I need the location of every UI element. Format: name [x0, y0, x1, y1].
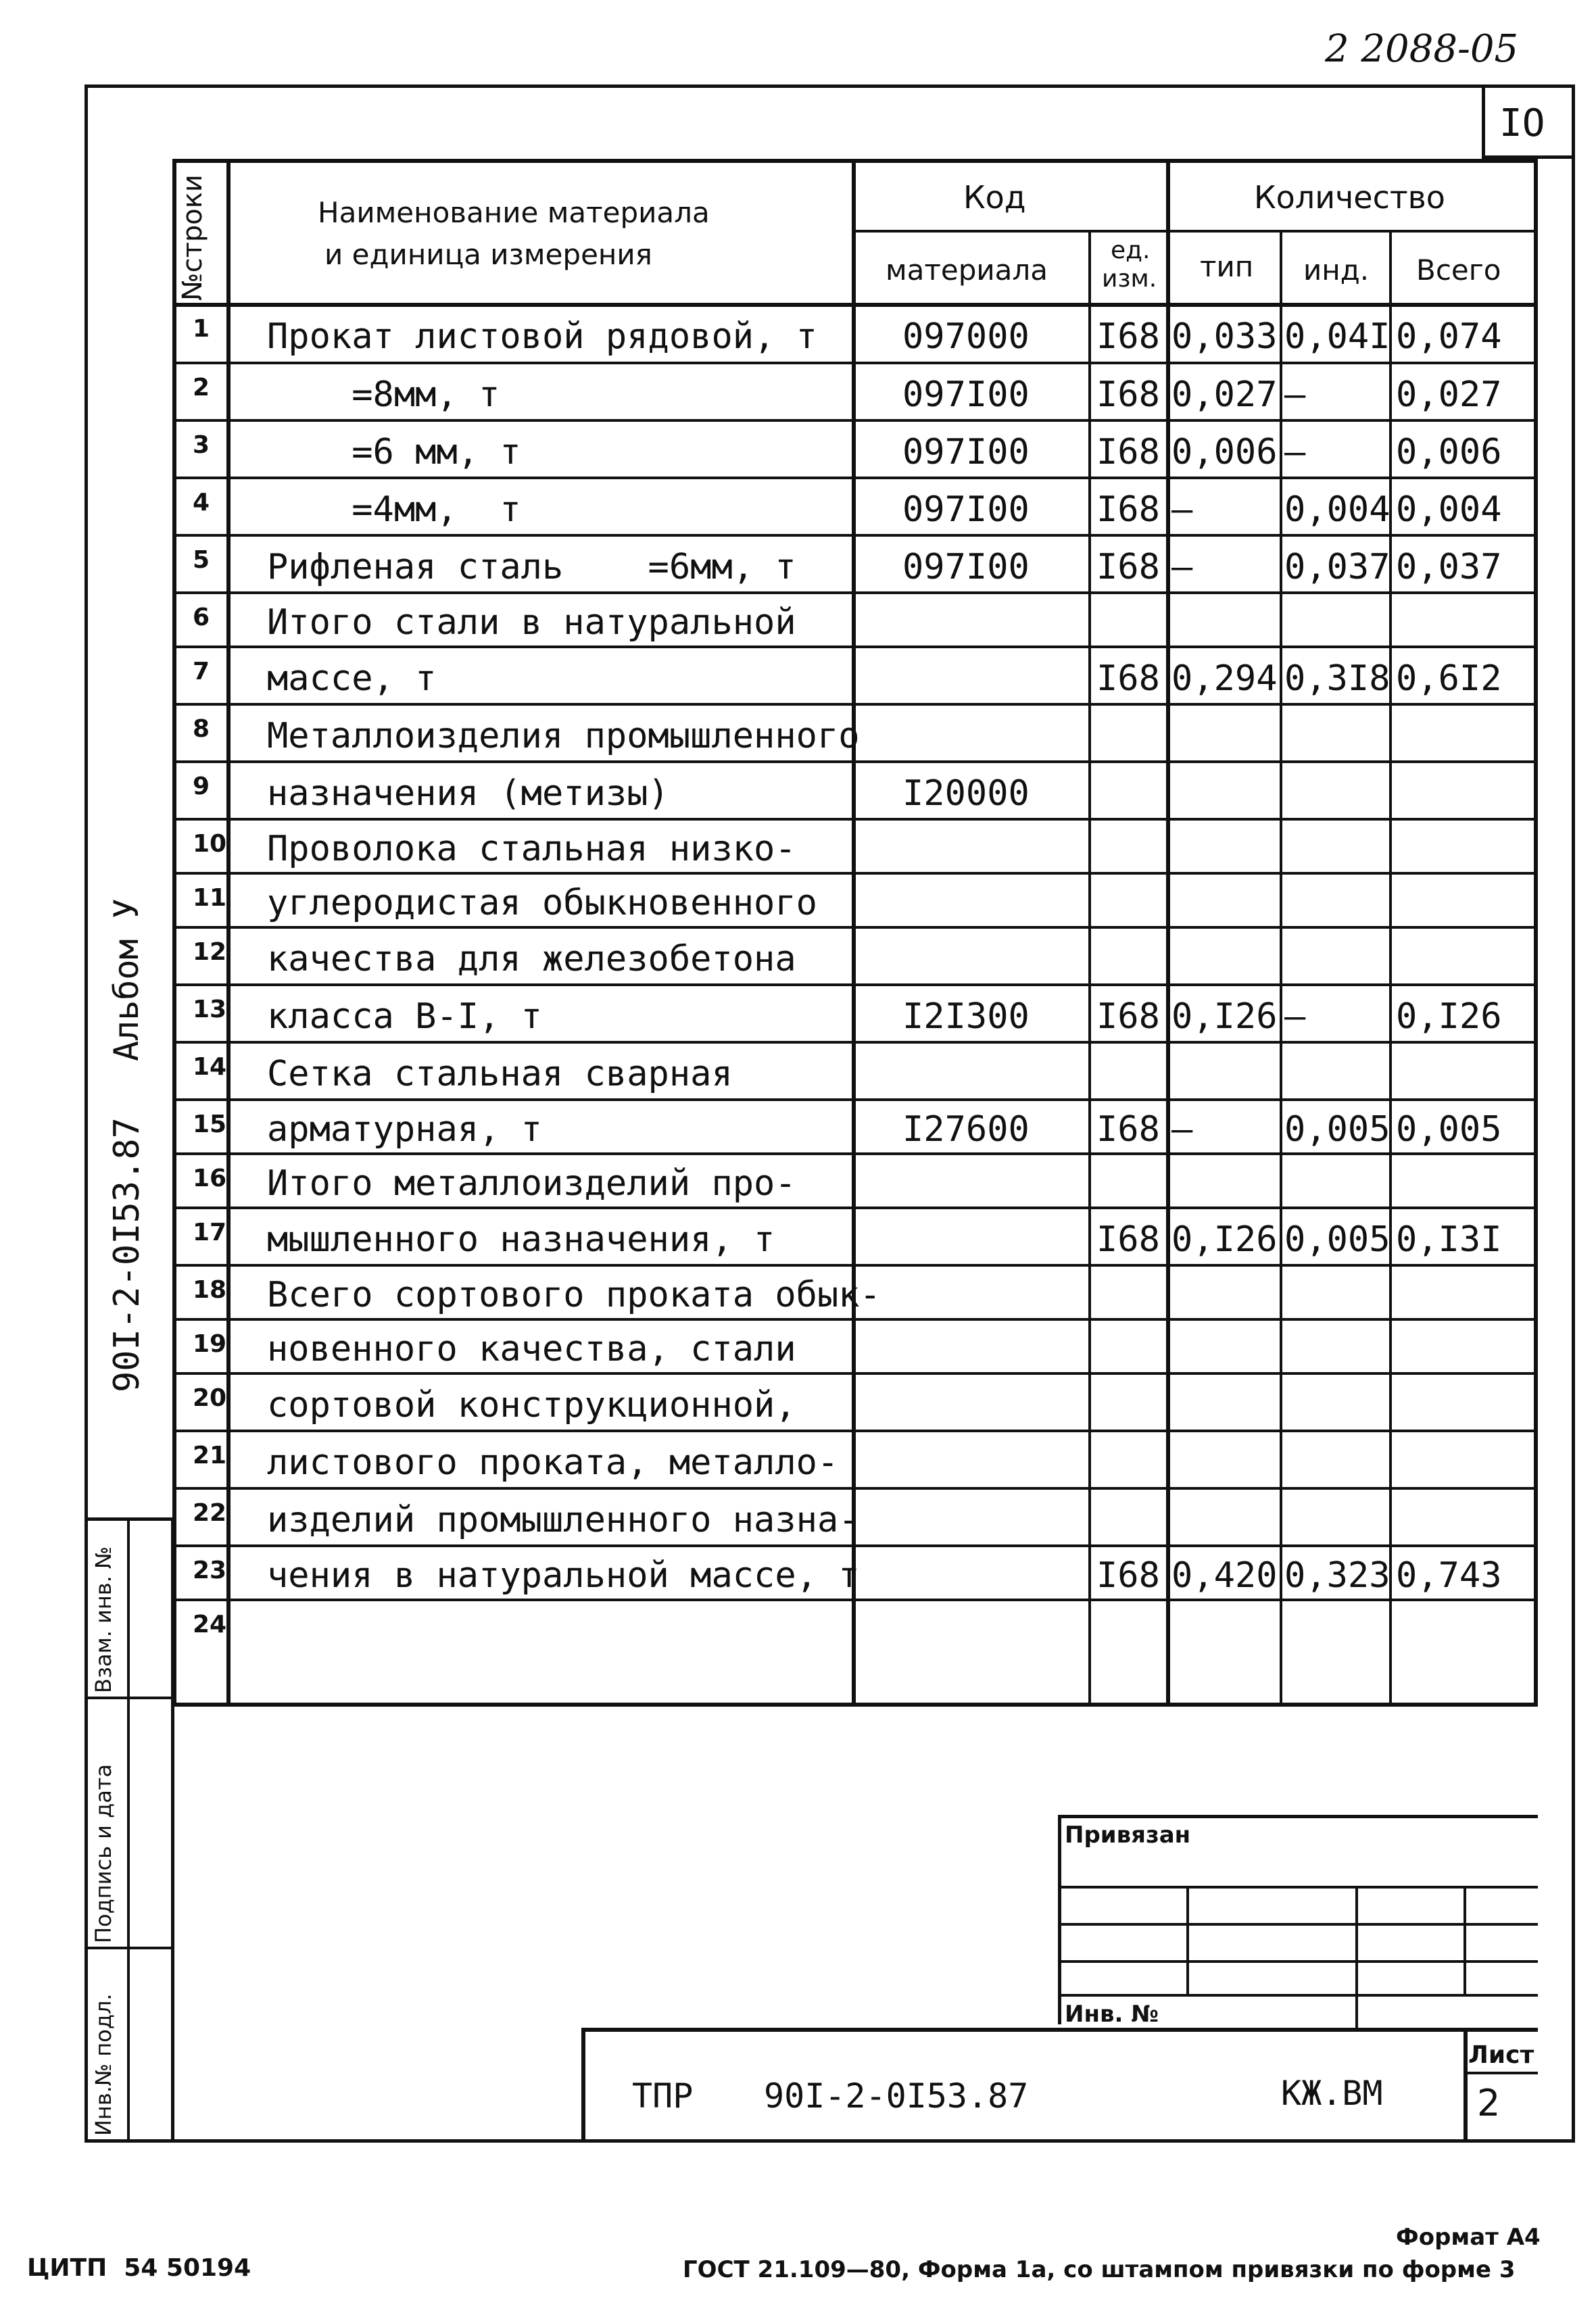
title-block [581, 2028, 1538, 2143]
material-code: I27600 [902, 1109, 1030, 1150]
quantity-ind: – [1284, 996, 1306, 1037]
quantity-total: 0,074 [1396, 316, 1502, 357]
material-name: мышленного назначения, т [267, 1219, 775, 1260]
row-number: 5 [193, 546, 210, 574]
material-code: I20000 [902, 773, 1030, 814]
unit-code: I68 [1096, 432, 1160, 472]
row-number: 2 [193, 374, 210, 401]
unit-code: I68 [1096, 489, 1160, 530]
row-number: 22 [193, 1499, 227, 1527]
header-name-line2: и единица измерения [324, 238, 652, 271]
quantity-ind: 0,005 [1284, 1219, 1391, 1260]
footer-format: Формат А4 [1396, 2224, 1541, 2251]
row-number: 1 [193, 315, 210, 343]
material-code: I2I300 [902, 996, 1030, 1037]
quantity-type: – [1171, 1109, 1193, 1150]
material-name: новенного качества, стали [267, 1329, 796, 1369]
row-number: 6 [193, 604, 210, 631]
material-name: =4мм, т [267, 489, 521, 530]
row-number: 11 [193, 884, 227, 912]
material-name: Металлоизделия промышленного [267, 716, 860, 756]
quantity-total: 0,743 [1396, 1555, 1502, 1596]
podpis-data-label: Подпись и дата [91, 1763, 116, 1943]
quantity-type: 0,420 [1171, 1555, 1278, 1596]
quantity-type: 0,027 [1171, 374, 1278, 415]
title-tpr: ТПР [632, 2076, 694, 2116]
material-code: 097I00 [902, 489, 1030, 530]
row-number: 21 [193, 1442, 227, 1469]
material-name: Всего сортового проката обык- [267, 1275, 881, 1315]
material-name: листового проката, металло- [267, 1442, 839, 1483]
quantity-ind: 0,005 [1284, 1109, 1391, 1150]
quantity-type: 0,294 [1171, 658, 1278, 699]
material-name: Прокат листовой рядовой, т [267, 316, 817, 357]
row-number: 3 [193, 431, 210, 459]
row-number: 17 [193, 1219, 227, 1246]
quantity-type: 0,006 [1171, 432, 1278, 472]
material-name: качества для железобетона [267, 939, 796, 979]
quantity-total: 0,004 [1396, 489, 1502, 530]
row-number: 12 [193, 938, 227, 966]
material-name: Итого металлоизделий про- [267, 1163, 796, 1204]
unit-code: I68 [1096, 1555, 1160, 1596]
material-name: Проволока стальная низко- [267, 829, 796, 869]
quantity-total: 0,I3I [1396, 1219, 1502, 1260]
footer-left: ЦИТП 54 50194 [27, 2254, 251, 2282]
quantity-ind: 0,3I8 [1284, 658, 1391, 699]
material-name: =8мм, т [267, 374, 500, 415]
title-mark: КЖ.ВМ [1281, 2074, 1383, 2113]
material-code: 097I00 [902, 432, 1030, 472]
material-name: чения в натуральной массе, т [267, 1555, 860, 1596]
vzam-inv-label: Взам. инв. № [91, 1546, 116, 1693]
row-number: 7 [193, 658, 210, 685]
quantity-total: 0,I26 [1396, 996, 1502, 1037]
row-number: 24 [193, 1611, 227, 1638]
material-code: 097I00 [902, 374, 1030, 415]
binding-inv-label: Инв. № [1065, 2001, 1159, 2028]
header-row-number: №строки [177, 174, 208, 301]
quantity-type: 0,I26 [1171, 996, 1278, 1037]
row-number: 15 [193, 1111, 227, 1138]
quantity-type: 0,I26 [1171, 1219, 1278, 1260]
header-code-unit-line2: изм. [1102, 265, 1157, 293]
row-number: 20 [193, 1384, 227, 1412]
row-number: 13 [193, 996, 227, 1023]
header-name-line1: Наименование материала [318, 196, 710, 229]
row-number: 18 [193, 1276, 227, 1304]
row-number: 23 [193, 1557, 227, 1584]
material-name: изделий промышленного назна- [267, 1500, 860, 1540]
unit-code: I68 [1096, 374, 1160, 415]
material-name: =6 мм, т [267, 432, 521, 472]
material-code: 097000 [902, 316, 1030, 357]
unit-code: I68 [1096, 547, 1160, 587]
row-number: 10 [193, 830, 227, 858]
quantity-total: 0,005 [1396, 1109, 1502, 1150]
material-code: 097I00 [902, 547, 1030, 587]
material-name: сортовой конструкционной, [267, 1385, 796, 1425]
material-name: арматурная, т [267, 1109, 542, 1150]
row-number: 8 [193, 715, 210, 743]
row-number: 14 [193, 1053, 227, 1081]
quantity-type: 0,033 [1171, 316, 1278, 357]
row-number: 9 [193, 773, 210, 800]
material-name: массе, т [267, 658, 437, 699]
quantity-ind: – [1284, 374, 1306, 415]
unit-code: I68 [1096, 316, 1160, 357]
material-name: Итого стали в натуральной [267, 602, 796, 643]
quantity-total: 0,6I2 [1396, 658, 1502, 699]
sheet-value: 2 [1477, 2082, 1501, 2124]
inv-podl-label: Инв.№ подл. [91, 1993, 116, 2136]
quantity-ind: – [1284, 432, 1306, 472]
title-code: 90I-2-0I53.87 [764, 2076, 1029, 2116]
header-code-material: материала [886, 253, 1048, 287]
binding-stamp-title: Привязан [1065, 1822, 1191, 1849]
unit-code: I68 [1096, 658, 1160, 699]
document-reference: 2 2088-05 [1325, 27, 1519, 71]
footer-gost: ГОСТ 21.109—80, Форма 1а, со штампом привязки по форме 3 [683, 2256, 1516, 2283]
header-quantity: Количество [1254, 179, 1445, 216]
quantity-ind: 0,04I [1284, 316, 1391, 357]
material-name: класса В-I, т [267, 996, 542, 1037]
material-name: Сетка стальная сварная [267, 1054, 733, 1094]
material-name: углеродистая обыкновенного [267, 883, 817, 923]
material-name: назначения (метизы) [267, 773, 669, 814]
header-quantity-type: тип [1200, 250, 1254, 283]
quantity-total: 0,006 [1396, 432, 1502, 472]
material-name: Рифленая сталь =6мм, т [267, 547, 796, 587]
row-number: 16 [193, 1165, 227, 1192]
quantity-ind: 0,004 [1284, 489, 1391, 530]
header-quantity-total: Всего [1416, 253, 1501, 287]
header-code-unit-line1: ед. [1111, 237, 1151, 264]
project-code-side: 90I-2-0I53.87 [107, 1117, 147, 1392]
quantity-type: – [1171, 547, 1193, 587]
row-number: 4 [193, 489, 210, 516]
row-number: 19 [193, 1330, 227, 1358]
quantity-ind: 0,323 [1284, 1555, 1391, 1596]
sheet-number: IO [1499, 101, 1545, 145]
header-code: Код [963, 179, 1026, 216]
unit-code: I68 [1096, 1109, 1160, 1150]
album-label: Альбом У [107, 898, 146, 1061]
header-quantity-ind: инд. [1303, 253, 1370, 287]
quantity-type: – [1171, 489, 1193, 530]
unit-code: I68 [1096, 1219, 1160, 1260]
quantity-ind: 0,037 [1284, 547, 1391, 587]
unit-code: I68 [1096, 996, 1160, 1037]
quantity-total: 0,037 [1396, 547, 1502, 587]
sheet-label: Лист [1468, 2041, 1534, 2069]
quantity-total: 0,027 [1396, 374, 1502, 415]
